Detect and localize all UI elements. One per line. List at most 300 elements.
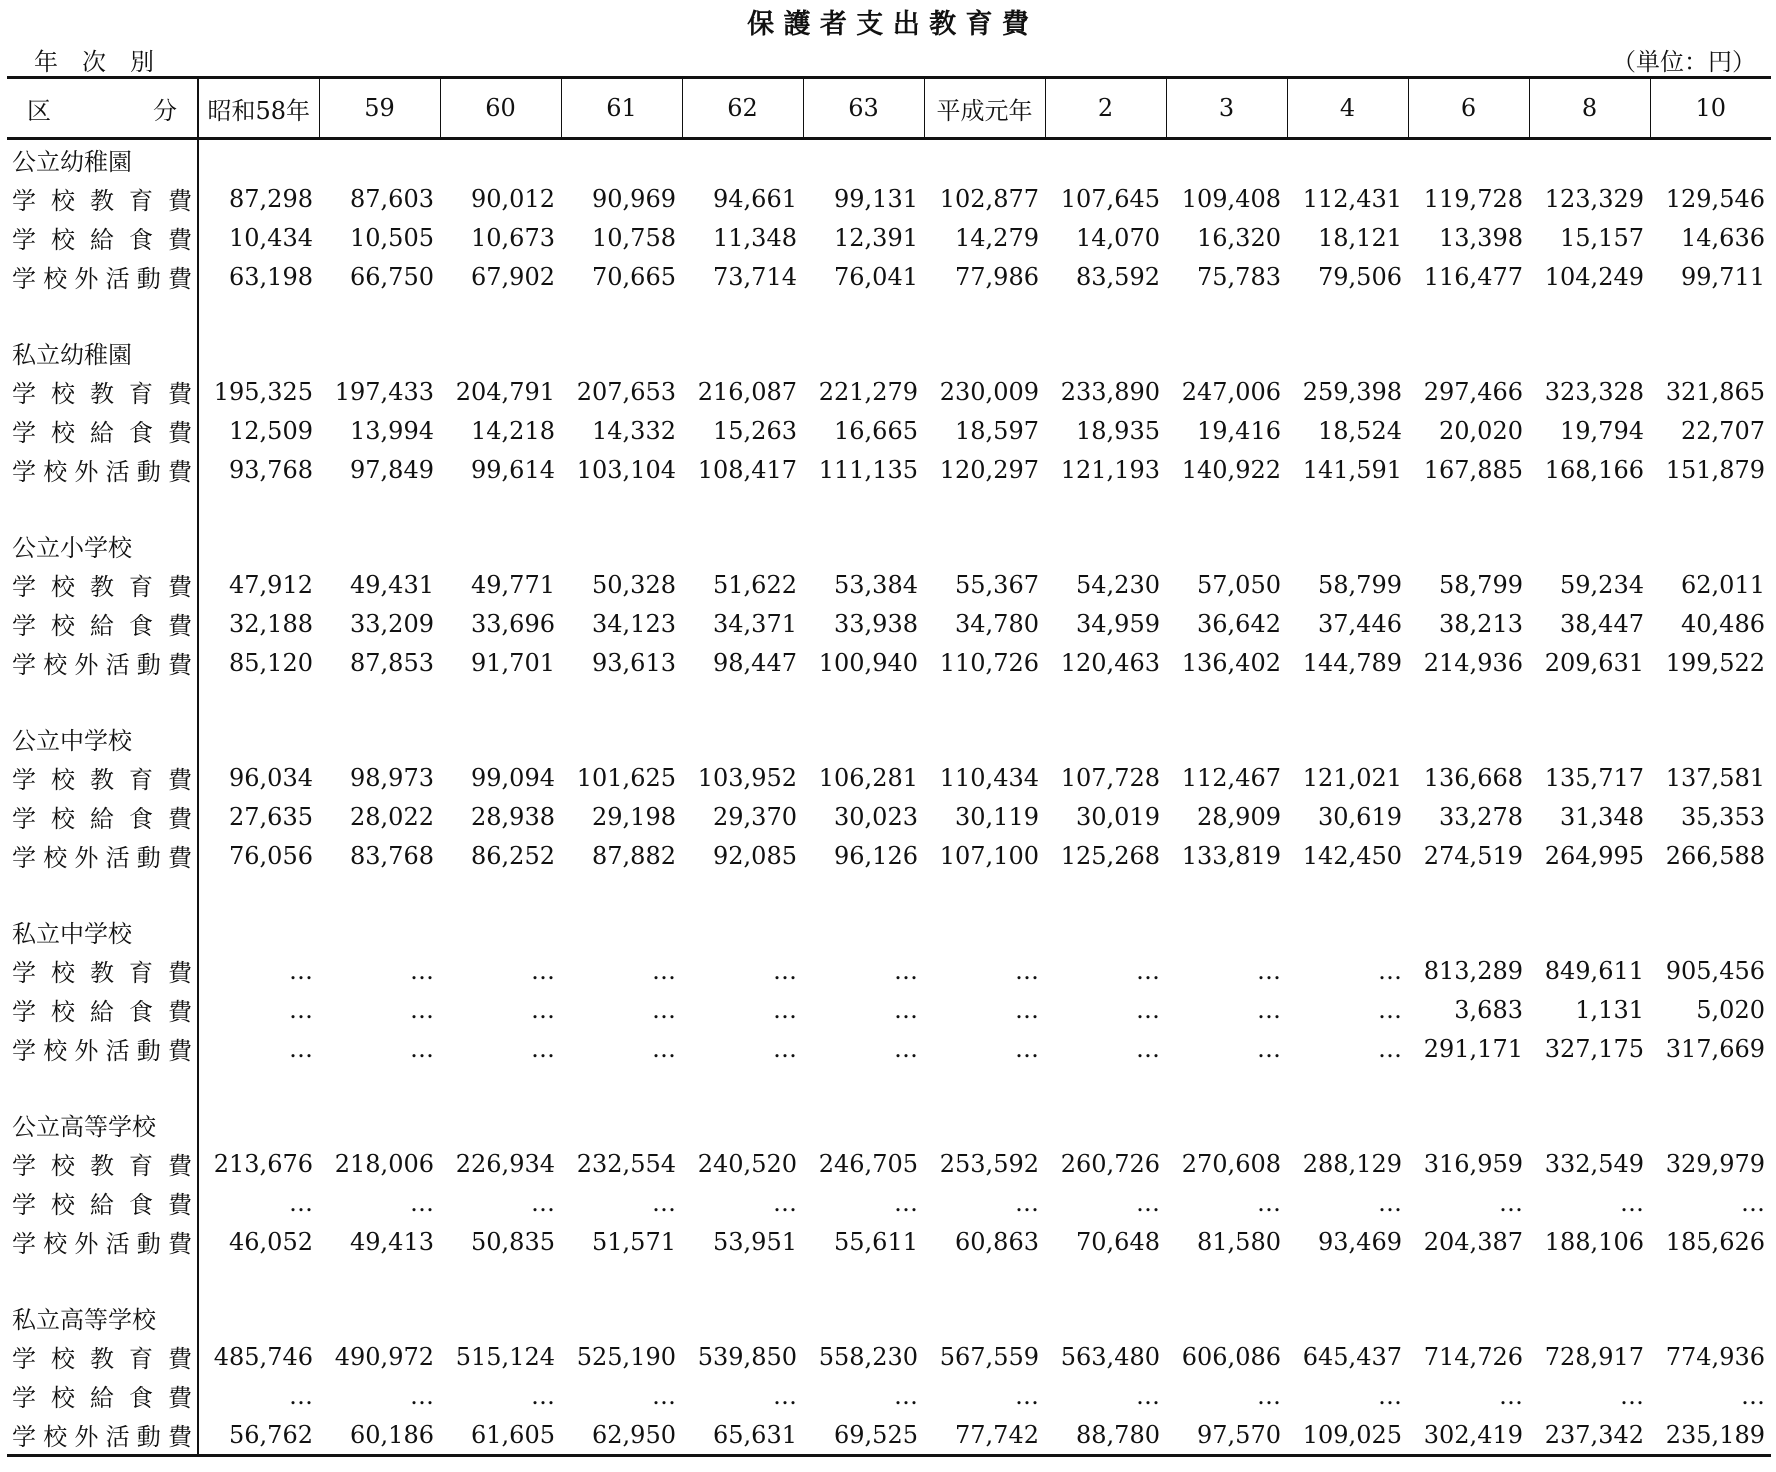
group-header-row xyxy=(7,1298,1771,1337)
value-cell: 107,728 xyxy=(1060,763,1160,792)
value-cell: 14,636 xyxy=(1681,223,1765,252)
value-cell: 98,447 xyxy=(713,648,797,677)
value-cell: 316,959 xyxy=(1423,1149,1523,1178)
value-cell: 87,882 xyxy=(592,841,676,870)
value-cell: 264,995 xyxy=(1544,841,1644,870)
value-cell: 226,934 xyxy=(455,1149,555,1178)
value-cell: … xyxy=(1015,1188,1039,1217)
value-cell: 18,597 xyxy=(955,416,1039,445)
value-cell: … xyxy=(1257,1188,1281,1217)
value-cell: 54,230 xyxy=(1076,570,1160,599)
row-label-text: 学校外活動費 xyxy=(12,1230,192,1258)
value-cell: … xyxy=(1257,1381,1281,1410)
group-header-blank xyxy=(198,1105,1771,1144)
value-cell: 905,456 xyxy=(1665,956,1765,985)
value-cell: 133,819 xyxy=(1181,841,1281,870)
value-cell: … xyxy=(894,1381,918,1410)
value-cell: 16,665 xyxy=(834,416,918,445)
row-label-text: 学校教育費 xyxy=(12,959,192,987)
value-cell: 50,328 xyxy=(592,570,676,599)
value-cell: 140,922 xyxy=(1181,455,1281,484)
column-header: 10 xyxy=(1650,78,1771,139)
value-cell: 137,581 xyxy=(1665,763,1765,792)
value-cell: 327,175 xyxy=(1544,1034,1644,1063)
value-cell: 297,466 xyxy=(1423,377,1523,406)
value-cell: … xyxy=(1136,956,1160,985)
value-cell: … xyxy=(1015,956,1039,985)
spacer-cell xyxy=(198,296,1771,333)
value-cell: 34,959 xyxy=(1076,609,1160,638)
group-name-label: 私立高等学校 xyxy=(12,1306,156,1334)
row-label-text: 学校教育費 xyxy=(12,380,192,408)
value-cell: 29,198 xyxy=(592,802,676,831)
value-cell: 195,325 xyxy=(213,377,313,406)
value-cell: 103,104 xyxy=(576,455,676,484)
value-cell: 214,936 xyxy=(1423,648,1523,677)
value-cell: … xyxy=(1499,1381,1523,1410)
value-cell: 142,450 xyxy=(1302,841,1402,870)
value-cell: 167,885 xyxy=(1423,455,1523,484)
row-label xyxy=(7,951,198,990)
value-cell: 33,209 xyxy=(350,609,434,638)
value-cell: 266,588 xyxy=(1665,841,1765,870)
value-cell: … xyxy=(410,956,434,985)
value-cell: … xyxy=(1136,1034,1160,1063)
value-cell: 291,171 xyxy=(1423,1034,1523,1063)
value-cell: 209,631 xyxy=(1544,648,1644,677)
value-cell: 144,789 xyxy=(1302,648,1402,677)
table-body xyxy=(7,139,1771,1456)
value-cell: 28,909 xyxy=(1197,802,1281,831)
row-axis-label-char: 別 xyxy=(130,48,154,76)
value-cell: 218,006 xyxy=(334,1149,434,1178)
value-cell: 96,126 xyxy=(834,841,918,870)
value-cell: … xyxy=(1015,1381,1039,1410)
value-cell: 55,611 xyxy=(834,1227,918,1256)
table-row xyxy=(7,836,1771,875)
value-cell: 87,853 xyxy=(350,648,434,677)
row-label-text: 学校給食費 xyxy=(12,419,192,447)
spacer-cell xyxy=(198,1261,1771,1298)
spacer-row xyxy=(7,1261,1771,1298)
header-row xyxy=(7,78,1771,139)
row-label xyxy=(7,372,198,411)
value-cell: … xyxy=(652,995,676,1024)
row-label xyxy=(7,604,198,643)
value-cell: 30,023 xyxy=(834,802,918,831)
group-header-row xyxy=(7,912,1771,951)
value-cell: 31,348 xyxy=(1560,802,1644,831)
value-cell: 93,469 xyxy=(1318,1227,1402,1256)
value-cell: 97,570 xyxy=(1166,1415,1287,1456)
group-name xyxy=(7,1105,198,1144)
value-cell: 567,559 xyxy=(939,1342,1039,1371)
value-cell: 83,768 xyxy=(350,841,434,870)
table-row xyxy=(7,758,1771,797)
group-header-row xyxy=(7,719,1771,758)
value-cell: 18,935 xyxy=(1076,416,1160,445)
table-row xyxy=(7,411,1771,450)
row-label-text: 学校給食費 xyxy=(12,998,192,1026)
value-cell: 40,486 xyxy=(1681,609,1765,638)
value-cell: 136,668 xyxy=(1423,763,1523,792)
value-cell: 108,417 xyxy=(697,455,797,484)
value-cell: 274,519 xyxy=(1423,841,1523,870)
value-cell: 28,938 xyxy=(471,802,555,831)
value-cell: 93,613 xyxy=(592,648,676,677)
value-cell: 61,605 xyxy=(440,1415,561,1456)
value-cell: 33,938 xyxy=(834,609,918,638)
value-cell: 99,131 xyxy=(834,184,918,213)
value-cell: 58,799 xyxy=(1318,570,1402,599)
value-cell: … xyxy=(531,956,555,985)
value-cell: 101,625 xyxy=(576,763,676,792)
table-row xyxy=(7,1337,1771,1376)
value-cell: 58,799 xyxy=(1439,570,1523,599)
value-cell: … xyxy=(1741,1381,1765,1410)
value-cell: 14,070 xyxy=(1076,223,1160,252)
value-cell: 38,447 xyxy=(1560,609,1644,638)
value-cell: 558,230 xyxy=(818,1342,918,1371)
value-cell: … xyxy=(531,1034,555,1063)
value-cell: 18,121 xyxy=(1318,223,1402,252)
value-cell: 525,190 xyxy=(576,1342,676,1371)
table-row xyxy=(7,1222,1771,1261)
group-name xyxy=(7,1298,198,1337)
spacer-row xyxy=(7,296,1771,333)
value-cell: 109,025 xyxy=(1287,1415,1408,1456)
value-cell: 34,371 xyxy=(713,609,797,638)
value-cell: 99,711 xyxy=(1681,262,1765,291)
value-cell: … xyxy=(652,956,676,985)
value-cell: … xyxy=(1741,1188,1765,1217)
row-label xyxy=(7,758,198,797)
value-cell: 216,087 xyxy=(697,377,797,406)
row-label-text: 学校外活動費 xyxy=(12,651,192,679)
unit-label: （単位：円） xyxy=(1612,48,1756,76)
value-cell: 15,263 xyxy=(713,416,797,445)
value-cell: … xyxy=(652,1381,676,1410)
column-header: 3 xyxy=(1166,78,1287,139)
page-title: 保 護 者 支 出 教 育 費 xyxy=(747,9,1029,40)
row-label xyxy=(7,1183,198,1222)
group-header-blank xyxy=(198,1298,1771,1337)
column-header: 63 xyxy=(803,78,924,139)
value-cell: 83,592 xyxy=(1076,262,1160,291)
value-cell: 87,603 xyxy=(350,184,434,213)
value-cell: 76,056 xyxy=(229,841,313,870)
table-row xyxy=(7,179,1771,218)
value-cell: 28,022 xyxy=(350,802,434,831)
table-row xyxy=(7,1415,1771,1456)
group-name-label: 公立高等学校 xyxy=(12,1113,156,1141)
value-cell: 51,571 xyxy=(592,1227,676,1256)
value-cell: 14,332 xyxy=(592,416,676,445)
value-cell: 33,278 xyxy=(1439,802,1523,831)
value-cell: 67,902 xyxy=(471,262,555,291)
value-cell: 56,762 xyxy=(198,1415,319,1456)
value-cell: 75,783 xyxy=(1197,262,1281,291)
value-cell: … xyxy=(1136,995,1160,1024)
value-cell: … xyxy=(1136,1188,1160,1217)
spacer-row xyxy=(7,489,1771,526)
row-label-text: 学校教育費 xyxy=(12,766,192,794)
value-cell: 70,648 xyxy=(1076,1227,1160,1256)
group-header-blank xyxy=(198,333,1771,372)
value-cell: 86,252 xyxy=(471,841,555,870)
value-cell: 645,437 xyxy=(1302,1342,1402,1371)
value-cell: 30,019 xyxy=(1076,802,1160,831)
value-cell: 606,086 xyxy=(1181,1342,1281,1371)
value-cell: 13,398 xyxy=(1439,223,1523,252)
value-cell: 813,289 xyxy=(1423,956,1523,985)
value-cell: 85,120 xyxy=(229,648,313,677)
row-axis-label xyxy=(34,42,178,77)
table-row xyxy=(7,218,1771,257)
value-cell: … xyxy=(1499,1188,1523,1217)
row-label xyxy=(7,643,198,682)
row-label-text: 学校外活動費 xyxy=(12,1037,192,1065)
spacer-cell xyxy=(198,682,1771,719)
value-cell: 317,669 xyxy=(1665,1034,1765,1063)
value-cell: … xyxy=(773,1188,797,1217)
value-cell: 22,707 xyxy=(1681,416,1765,445)
value-cell: 120,297 xyxy=(939,455,1039,484)
value-cell: … xyxy=(1257,995,1281,1024)
value-cell: … xyxy=(1136,1381,1160,1410)
value-cell: 260,726 xyxy=(1060,1149,1160,1178)
value-cell: 230,009 xyxy=(939,377,1039,406)
education-expense-table xyxy=(7,76,1771,1457)
value-cell: … xyxy=(1378,1034,1402,1063)
column-header: 61 xyxy=(561,78,682,139)
value-cell: 97,849 xyxy=(350,455,434,484)
value-cell: 728,917 xyxy=(1544,1342,1644,1371)
value-cell: 11,348 xyxy=(713,223,797,252)
value-cell: 57,050 xyxy=(1197,570,1281,599)
value-cell: … xyxy=(1257,1034,1281,1063)
row-label xyxy=(7,1144,198,1183)
value-cell: 1,131 xyxy=(1575,995,1644,1024)
value-cell: 20,020 xyxy=(1439,416,1523,445)
row-label-text: 学校外活動費 xyxy=(12,458,192,486)
spacer-cell xyxy=(198,489,1771,526)
row-label xyxy=(7,218,198,257)
value-cell: 62,950 xyxy=(561,1415,682,1456)
value-cell: 106,281 xyxy=(818,763,918,792)
row-label-text: 学校教育費 xyxy=(12,1345,192,1373)
row-axis-label-char: 次 xyxy=(82,48,106,76)
value-cell: 120,463 xyxy=(1060,648,1160,677)
group-name-label: 公立小学校 xyxy=(12,534,132,562)
row-label xyxy=(7,1337,198,1376)
value-cell: … xyxy=(1378,1188,1402,1217)
value-cell: 36,642 xyxy=(1197,609,1281,638)
value-cell: 14,218 xyxy=(471,416,555,445)
value-cell: 119,728 xyxy=(1423,184,1523,213)
value-cell: … xyxy=(894,1034,918,1063)
value-cell: 714,726 xyxy=(1423,1342,1523,1371)
value-cell: 233,890 xyxy=(1060,377,1160,406)
spacer-cell xyxy=(7,875,198,912)
table-row xyxy=(7,643,1771,682)
group-header-blank xyxy=(198,139,1771,180)
column-header: 8 xyxy=(1529,78,1650,139)
value-cell: … xyxy=(1620,1188,1644,1217)
value-cell: 13,994 xyxy=(350,416,434,445)
value-cell: 98,973 xyxy=(350,763,434,792)
row-label xyxy=(7,797,198,836)
table-row xyxy=(7,797,1771,836)
column-header: 62 xyxy=(682,78,803,139)
value-cell: 246,705 xyxy=(818,1149,918,1178)
column-header: 59 xyxy=(319,78,440,139)
value-cell: 103,952 xyxy=(697,763,797,792)
corner-header-label: 区 分 xyxy=(27,96,177,125)
value-cell: 185,626 xyxy=(1665,1227,1765,1256)
row-axis-label-char: 年 xyxy=(34,48,58,76)
table-row xyxy=(7,951,1771,990)
group-name xyxy=(7,333,198,372)
group-name-label: 公立中学校 xyxy=(12,727,132,755)
value-cell: 168,166 xyxy=(1544,455,1644,484)
row-label-text: 学校給食費 xyxy=(12,805,192,833)
column-header: 4 xyxy=(1287,78,1408,139)
value-cell: 59,234 xyxy=(1560,570,1644,599)
value-cell: 302,419 xyxy=(1408,1415,1529,1456)
spacer-cell xyxy=(7,489,198,526)
value-cell: 79,506 xyxy=(1318,262,1402,291)
value-cell: 27,635 xyxy=(229,802,313,831)
value-cell: 62,011 xyxy=(1681,570,1765,599)
table-row xyxy=(7,990,1771,1029)
value-cell: 77,742 xyxy=(924,1415,1045,1456)
value-cell: 30,119 xyxy=(955,802,1039,831)
value-cell: 123,329 xyxy=(1544,184,1644,213)
value-cell: 88,780 xyxy=(1045,1415,1166,1456)
value-cell: 90,969 xyxy=(592,184,676,213)
value-cell: 63,198 xyxy=(229,262,313,291)
column-header: 昭和58年 xyxy=(198,78,319,139)
value-cell: 197,433 xyxy=(334,377,434,406)
value-cell: 121,021 xyxy=(1302,763,1402,792)
value-cell: 107,100 xyxy=(939,841,1039,870)
spacer-cell xyxy=(7,296,198,333)
row-label xyxy=(7,1415,198,1456)
group-header-row xyxy=(7,526,1771,565)
value-cell: … xyxy=(1015,1034,1039,1063)
row-label-text: 学校給食費 xyxy=(12,226,192,254)
value-cell: … xyxy=(410,995,434,1024)
value-cell: 70,665 xyxy=(592,262,676,291)
row-label xyxy=(7,257,198,296)
value-cell: 51,622 xyxy=(713,570,797,599)
value-cell: … xyxy=(289,995,313,1024)
column-header: 2 xyxy=(1045,78,1166,139)
value-cell: 107,645 xyxy=(1060,184,1160,213)
value-cell: 73,714 xyxy=(713,262,797,291)
value-cell: 121,193 xyxy=(1060,455,1160,484)
value-cell: 91,701 xyxy=(471,648,555,677)
value-cell: 49,771 xyxy=(471,570,555,599)
value-cell: 199,522 xyxy=(1665,648,1765,677)
group-header-row xyxy=(7,333,1771,372)
value-cell: 112,467 xyxy=(1181,763,1281,792)
value-cell: 5,020 xyxy=(1696,995,1765,1024)
value-cell: … xyxy=(1257,956,1281,985)
spacer-row xyxy=(7,682,1771,719)
value-cell: 135,717 xyxy=(1544,763,1644,792)
value-cell: … xyxy=(1378,995,1402,1024)
value-cell: 33,696 xyxy=(471,609,555,638)
value-cell: … xyxy=(894,1188,918,1217)
table-row xyxy=(7,1029,1771,1068)
value-cell: 253,592 xyxy=(939,1149,1039,1178)
value-cell: 237,342 xyxy=(1529,1415,1650,1456)
value-cell: 53,951 xyxy=(713,1227,797,1256)
value-cell: 188,106 xyxy=(1544,1227,1644,1256)
value-cell: … xyxy=(1378,956,1402,985)
row-label-text: 学校給食費 xyxy=(12,612,192,640)
group-header-blank xyxy=(198,526,1771,565)
group-name xyxy=(7,719,198,758)
value-cell: 92,085 xyxy=(713,841,797,870)
value-cell: … xyxy=(773,995,797,1024)
value-cell: 81,580 xyxy=(1197,1227,1281,1256)
value-cell: 204,791 xyxy=(455,377,555,406)
value-cell: … xyxy=(773,1034,797,1063)
row-label-text: 学校教育費 xyxy=(12,573,192,601)
column-header: 平成元年 xyxy=(924,78,1045,139)
value-cell: … xyxy=(289,1381,313,1410)
value-cell: 66,750 xyxy=(350,262,434,291)
group-header-blank xyxy=(198,719,1771,758)
value-cell: 35,353 xyxy=(1681,802,1765,831)
value-cell: 16,320 xyxy=(1197,223,1281,252)
value-cell: … xyxy=(894,995,918,1024)
row-label xyxy=(7,179,198,218)
value-cell: 235,189 xyxy=(1650,1415,1771,1456)
table-row xyxy=(7,1183,1771,1222)
value-cell: 87,298 xyxy=(229,184,313,213)
value-cell: 490,972 xyxy=(334,1342,434,1371)
value-cell: 110,434 xyxy=(939,763,1039,792)
value-cell: 109,408 xyxy=(1181,184,1281,213)
value-cell: 515,124 xyxy=(455,1342,555,1371)
value-cell: 563,480 xyxy=(1060,1342,1160,1371)
value-cell: 539,850 xyxy=(697,1342,797,1371)
value-cell: 94,661 xyxy=(713,184,797,213)
value-cell: 12,391 xyxy=(834,223,918,252)
corner-header xyxy=(7,78,198,139)
value-cell: 288,129 xyxy=(1302,1149,1402,1178)
value-cell: … xyxy=(1015,995,1039,1024)
group-name-label: 私立幼稚園 xyxy=(12,341,132,369)
value-cell: 10,758 xyxy=(592,223,676,252)
value-cell: 32,188 xyxy=(229,609,313,638)
row-label-text: 学校給食費 xyxy=(12,1191,192,1219)
value-cell: 96,034 xyxy=(229,763,313,792)
value-cell: 19,416 xyxy=(1197,416,1281,445)
spacer-row xyxy=(7,1068,1771,1105)
spacer-cell xyxy=(7,1068,198,1105)
value-cell: 38,213 xyxy=(1439,609,1523,638)
value-cell: 10,434 xyxy=(229,223,313,252)
value-cell: … xyxy=(289,1188,313,1217)
value-cell: 49,413 xyxy=(350,1227,434,1256)
value-cell: 104,249 xyxy=(1544,262,1644,291)
spacer-cell xyxy=(198,1068,1771,1105)
